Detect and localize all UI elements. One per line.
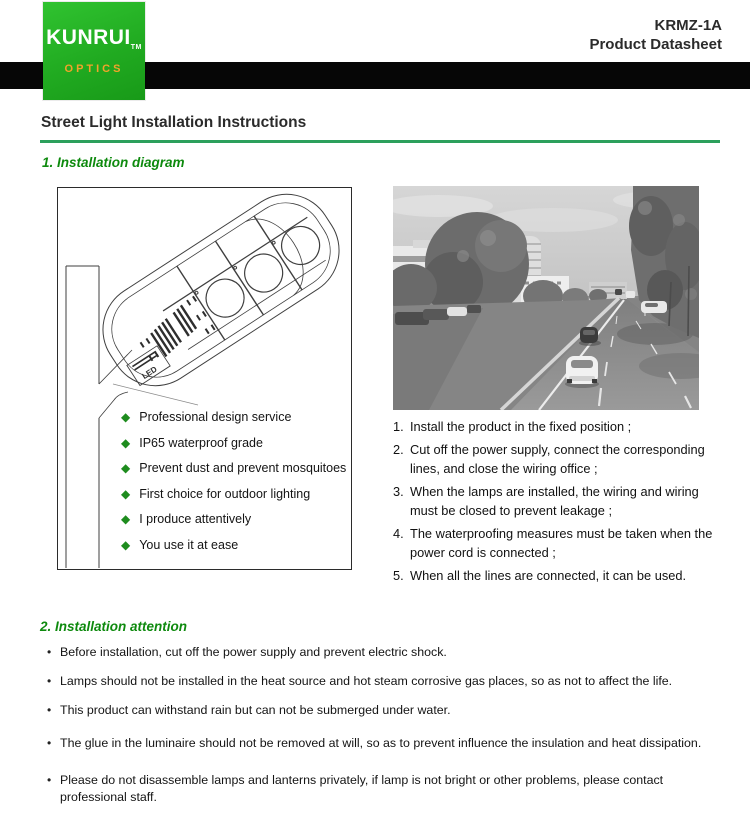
section1-heading: 1. Installation diagram [42, 155, 185, 170]
step-text: Install the product in the fixed position ; [410, 419, 632, 434]
attention-item: • Before installation, cut off the power supply and prevent electric shock. [46, 644, 718, 661]
feature-item [121, 487, 346, 501]
attention-item: • Lamps should not be installed in the heat source and hot steam corrosive gas places, so as not to affect the life. [46, 673, 718, 690]
brand-subtitle: OPTICS [64, 62, 124, 75]
step-text: The waterproofing measures must be taken when the power cord is connected ; [410, 526, 713, 560]
section2-heading: 2. Installation attention [40, 619, 188, 634]
model-number: KRMZ-1A [654, 17, 722, 34]
feature-item [121, 512, 346, 526]
brand-text: KUNRUI [46, 26, 131, 50]
step-number: 3. [393, 484, 404, 499]
title-underline [40, 140, 720, 143]
diamond-bullet-icon: ◆ [121, 537, 131, 552]
step-text: When all the lines are connected, it can be used. [410, 568, 687, 583]
brand-tm: TM [130, 44, 142, 52]
feature-text: You use it at ease [139, 537, 239, 552]
document-id [589, 16, 722, 54]
doc-type: Product Datasheet [589, 36, 722, 53]
lamp-led-label: LED [140, 364, 159, 381]
feature-text: First choice for outdoor lighting [139, 486, 311, 501]
feature-list [121, 410, 346, 563]
pole-lines [66, 266, 99, 568]
attention-list [46, 644, 718, 806]
step-text: When the lamps are installed, the wiring and wiring must be closed to prevent leakage ; [410, 484, 699, 518]
installation-diagram-box [57, 187, 352, 570]
street-photo [393, 186, 699, 410]
step-item [393, 566, 719, 585]
step-number: 1. [393, 419, 404, 434]
feature-item [121, 436, 346, 450]
feature-text: Prevent dust and prevent mosquitoes [139, 461, 347, 475]
attention-item: • The glue in the luminaire should not be removed at will, so as to prevent influence the insulation and heat dissipation. [46, 735, 718, 752]
brand-name [46, 27, 142, 59]
brand-logo [43, 2, 145, 100]
feature-text: IP65 waterproof grade [139, 435, 263, 450]
feature-text: I produce attentively [139, 512, 252, 526]
attention-item: • Please do not disassemble lamps and lanterns privately, if lamp is not bright or other problems, please contact professional staff. [46, 772, 718, 806]
step-item [393, 524, 719, 562]
step-number: 2. [393, 442, 404, 457]
diamond-bullet-icon: ◆ [121, 410, 131, 424]
step-text: Cut off the power supply, connect the corresponding lines, and close the wiring office ; [410, 442, 705, 476]
step-item [393, 482, 719, 520]
installation-steps [393, 417, 719, 589]
diamond-bullet-icon: ◆ [121, 435, 131, 450]
diamond-bullet-icon: ◆ [121, 461, 131, 475]
attention-item: • This product can withstand rain but can not be submerged under water. [46, 702, 718, 719]
step-item [393, 440, 719, 478]
feature-item [121, 538, 346, 552]
diamond-bullet-icon: ◆ [121, 512, 131, 526]
step-item [393, 417, 719, 436]
step-number: 4. [393, 526, 404, 541]
feature-item [121, 410, 346, 424]
step-number: 5. [393, 568, 404, 583]
diamond-bullet-icon: ◆ [121, 486, 131, 501]
feature-text: Professional design service [139, 410, 292, 424]
page-title: Street Light Installation Instructions [41, 114, 307, 131]
feature-item [121, 461, 346, 475]
